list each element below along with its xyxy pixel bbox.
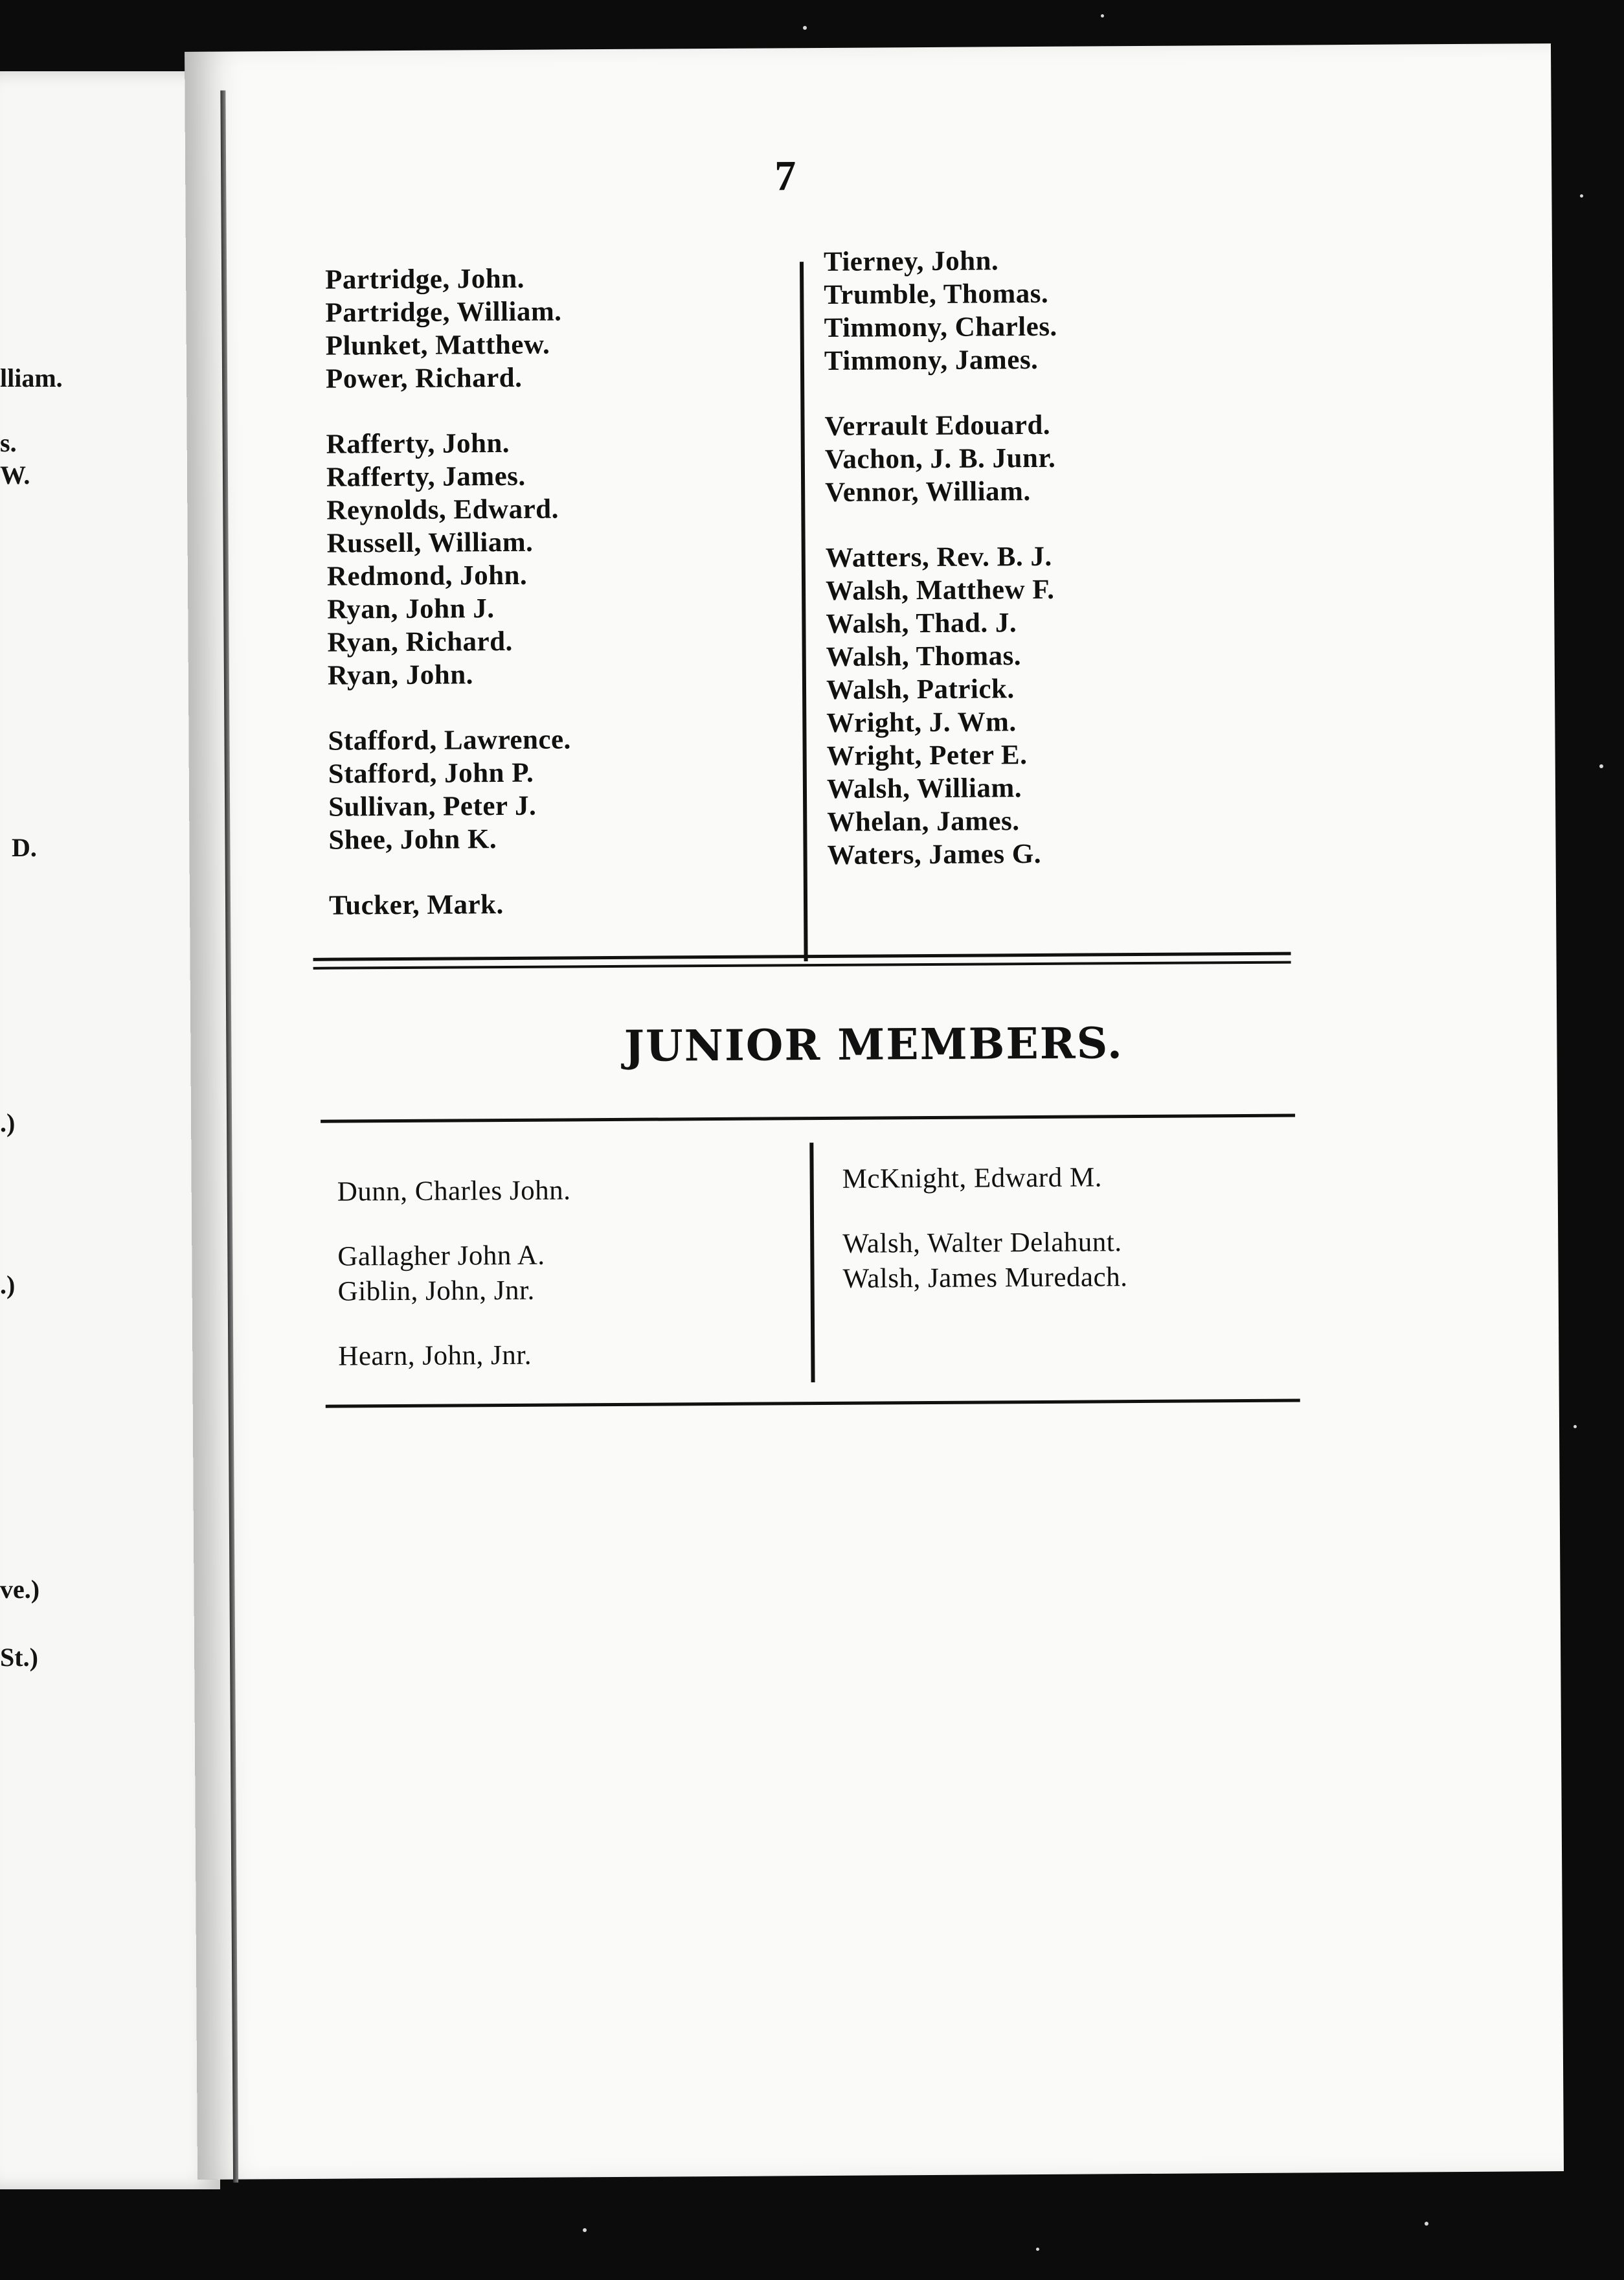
member-name: Waters, James G. <box>827 838 1042 871</box>
member-name: Walsh, William. <box>826 773 1022 804</box>
member-name: Partridge, John. <box>325 263 525 295</box>
junior-rule-top <box>321 1114 1295 1123</box>
member-name: Rafferty, James. <box>326 461 526 493</box>
member-name: Partridge, William. <box>325 296 562 328</box>
member-name: Tucker, Mark. <box>328 889 504 921</box>
junior-member-name: Walsh, Walter Delahunt. <box>842 1227 1122 1259</box>
members-left-column <box>325 262 572 922</box>
junior-rule-bottom <box>326 1399 1300 1408</box>
member-name: Whelan, James. <box>827 806 1020 838</box>
scan-speck <box>1573 1425 1577 1428</box>
junior-member-name: Giblin, John, Jnr. <box>337 1275 535 1307</box>
left-fragment: D. <box>12 833 37 862</box>
member-name: Stafford, John P. <box>328 757 534 790</box>
junior-member-name: Dunn, Charles John. <box>337 1175 571 1207</box>
member-name: Rafferty, John. <box>326 428 510 460</box>
member-name: Ryan, Richard. <box>327 626 513 658</box>
junior-member-name: Walsh, James Muredach. <box>842 1262 1128 1294</box>
member-name: Walsh, Thad. J. <box>826 608 1017 639</box>
member-name: Tierney, John. <box>823 245 999 277</box>
member-name: Power, Richard. <box>325 362 523 394</box>
scan-speck <box>583 2228 587 2232</box>
member-name: Vachon, J. B. Junr. <box>824 442 1056 475</box>
member-name: Verrault Edouard. <box>824 409 1051 442</box>
section-title: JUNIOR MEMBERS. <box>624 1018 1124 1071</box>
member-name: Ryan, John J. <box>327 593 495 625</box>
member-name: Shee, John K. <box>328 824 497 856</box>
junior-right-column <box>842 1160 1127 1297</box>
scan-speck <box>1101 14 1104 17</box>
junior-column-divider <box>809 1143 815 1382</box>
member-name: Timmony, James. <box>824 344 1039 376</box>
member-name: Watters, Rev. B. J. <box>825 541 1052 573</box>
section-rule-top <box>313 952 1291 961</box>
member-name: Wright, J. Wm. <box>826 707 1017 738</box>
left-fragment: .) <box>0 1108 16 1137</box>
left-fragment: lliam. <box>0 363 63 393</box>
left-fragment: s. <box>0 428 17 457</box>
scan-speck <box>1580 194 1583 198</box>
scan-speck <box>1599 764 1603 768</box>
column-divider <box>800 262 808 961</box>
scan-speck <box>803 26 807 30</box>
member-name: Sullivan, Peter J. <box>328 790 537 823</box>
member-name: Redmond, John. <box>326 560 528 592</box>
member-name: Plunket, Matthew. <box>325 329 550 361</box>
junior-member-name: McKnight, Edward M. <box>842 1162 1103 1194</box>
member-name: Reynolds, Edward. <box>326 494 559 526</box>
member-name: Trumble, Thomas. <box>824 278 1049 310</box>
member-name: Wright, Peter E. <box>826 740 1028 771</box>
member-name: Walsh, Matthew F. <box>825 574 1055 606</box>
scan-speck <box>1036 2248 1039 2251</box>
junior-left-column <box>337 1173 572 1374</box>
left-fragment: ve.) <box>0 1575 40 1604</box>
member-name: Timmony, Charles. <box>824 311 1057 343</box>
member-name: Ryan, John. <box>327 659 474 691</box>
scan-speck <box>1425 2222 1428 2226</box>
page-spine <box>220 91 238 2183</box>
section-rule-bottom <box>313 961 1291 970</box>
member-name: Russell, William. <box>326 527 534 559</box>
member-name: Walsh, Thomas. <box>826 641 1022 672</box>
left-fragment: W. <box>0 461 30 490</box>
junior-member-name: Hearn, John, Jnr. <box>338 1340 532 1372</box>
members-right-column <box>824 244 1061 872</box>
member-name: Walsh, Patrick. <box>826 674 1015 705</box>
member-name: Vennor, William. <box>825 476 1031 508</box>
left-fragment: St.) <box>0 1643 38 1672</box>
junior-member-name: Gallagher John A. <box>337 1240 545 1272</box>
page-number: 7 <box>774 152 796 200</box>
document-page <box>185 43 1564 2180</box>
left-fragment: .) <box>0 1270 16 1299</box>
member-name: Stafford, Lawrence. <box>328 724 571 757</box>
